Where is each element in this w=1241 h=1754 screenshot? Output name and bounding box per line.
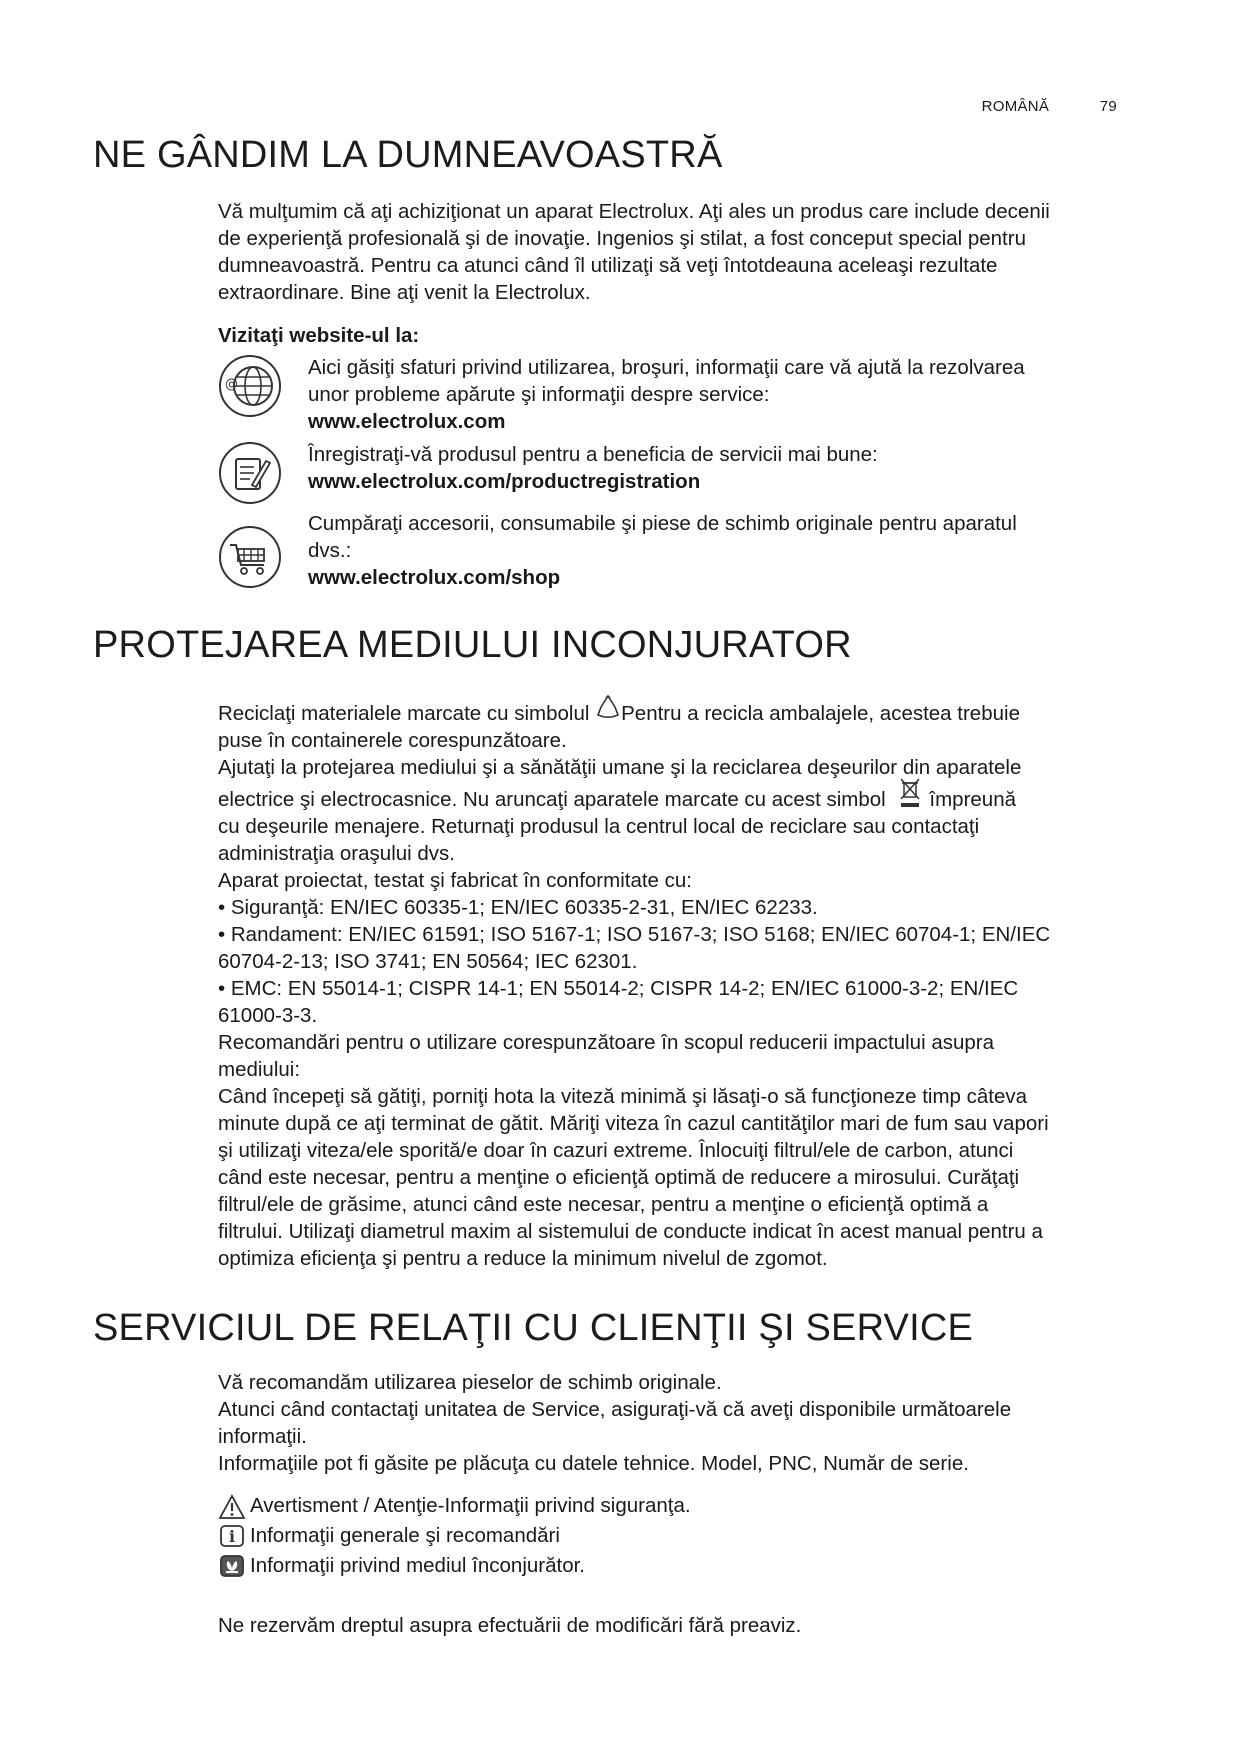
compliance-paragraph bbox=[218, 867, 1138, 1272]
warning-icon bbox=[218, 1494, 246, 1520]
legend-label: Informaţii privind mediul înconjurător. bbox=[250, 1554, 585, 1577]
weee-paragraph bbox=[218, 786, 1138, 867]
info-icon bbox=[218, 1524, 246, 1550]
service-line: informaţii. bbox=[218, 1425, 307, 1448]
recommendation-line: optimiza eficienţa şi pentru a reduce la minimum nivelul de zgomot. bbox=[218, 1247, 828, 1270]
website-row-main bbox=[218, 354, 1118, 444]
link-electrolux-main[interactable]: www.electrolux.com bbox=[308, 410, 506, 433]
recommendation-line: şi utilizaţi viteza/ele sporită/e doar în cazuri extreme. Înlocuiţi filtrul/ele de carbon, atunci bbox=[218, 1139, 1014, 1162]
link-description: Aici găsiţi sfaturi privind utilizarea, broşuri, informaţii care vă ajută la rezolvarea bbox=[308, 356, 1025, 379]
compliance-line: • Randament: EN/IEC 61591; ISO 5167-1; ISO 5167-3; ISO 5168; EN/IEC 60704-1; EN/IEC bbox=[218, 923, 1051, 946]
legend-label: Avertisment / Atenţie-Informaţii privind siguranţa. bbox=[250, 1494, 691, 1517]
website-row-text bbox=[308, 510, 1128, 591]
recycle-text: puse în containerele corespunzătoare. bbox=[218, 729, 567, 752]
compliance-line: • Siguranţă: EN/IEC 60335-1; EN/IEC 60335-2-31, EN/IEC 62233. bbox=[218, 896, 818, 919]
compliance-line: 60704-2-13; ISO 3741; EN 50564; IEC 62301. bbox=[218, 950, 638, 973]
section-title-customer-service: SERVICIUL DE RELAŢII CU CLIENŢII ŞI SERVICE bbox=[93, 1307, 974, 1349]
link-description: Cumpăraţi accesorii, consumabile şi piese de schimb originale pentru aparatul bbox=[308, 512, 1017, 535]
recommendation-line: filtrului. Utilizaţi diametrul maxim al sistemului de conducte indicat în acest manual pentru a bbox=[218, 1220, 1043, 1243]
crossed-bin-icon bbox=[897, 777, 923, 811]
legend-warning bbox=[218, 1492, 691, 1520]
visit-website-label: Vizitaţi website-ul la: bbox=[218, 324, 420, 347]
weee-text: împreună bbox=[929, 788, 1017, 811]
link-electrolux-shop[interactable]: www.electrolux.com/shop bbox=[308, 566, 561, 589]
website-row-text bbox=[308, 354, 1128, 435]
service-line: Vă recomandăm utilizarea pieselor de schimb originale. bbox=[218, 1371, 722, 1394]
link-description: unor probleme apărute şi informaţii despre service: bbox=[308, 383, 770, 406]
link-product-registration[interactable]: www.electrolux.com/productregistration bbox=[308, 470, 701, 493]
compliance-line: • EMC: EN 55014-1; CISPR 14-1; EN 55014-2; CISPR 14-2; EN/IEC 61000-3-2; EN/IEC bbox=[218, 977, 1019, 1000]
intro-line: dumneavoastră. Pentru ca atunci când îl utilizaţi să veţi întotdeauna aceleaşi rezultate bbox=[218, 254, 998, 277]
recycle-text: Pentru a recicla ambalajele, acestea trebuie bbox=[621, 702, 1020, 725]
weee-text: electrice şi electrocasnice. Nu aruncaţi aparatele marcate cu acest simbol bbox=[218, 788, 886, 811]
service-line: Informaţiile pot fi găsite pe plăcuţa cu datele tehnice. Model, PNC, Număr de serie. bbox=[218, 1452, 969, 1475]
legend-info bbox=[218, 1522, 560, 1550]
recommendation-line: mediului: bbox=[218, 1058, 301, 1081]
compliance-line: Aparat proiectat, testat şi fabricat în conformitate cu: bbox=[218, 869, 693, 892]
footer-note: Ne rezervăm dreptul asupra efectuării de modificări fără preaviz. bbox=[218, 1614, 802, 1637]
svg-text:i: i bbox=[228, 1526, 236, 1546]
website-row-registration bbox=[218, 441, 1118, 511]
weee-text: Ajutaţi la protejarea mediului şi a sănătăţii umane şi la reciclarea deşeurilor din aparatele bbox=[218, 756, 1022, 779]
weee-line bbox=[218, 786, 1138, 813]
recycle-text: Reciclaţi materialele marcate cu simbolul bbox=[218, 702, 590, 725]
recommendation-line: Recomandări pentru o utilizare corespunzătoare în scopul reducerii impactului asupra bbox=[218, 1031, 994, 1054]
link-description: dvs.: bbox=[308, 539, 352, 562]
intro-line: de experienţă profesională şi de inovaţie. Ingenios şi stilat, a fost conceput special pentru bbox=[218, 227, 1026, 250]
weee-text: cu deşeurile menajere. Returnaţi produsul la centrul local de reciclare sau contactaţi bbox=[218, 815, 980, 838]
recommendation-line: Când începeţi să gătiţi, porniţi hota la viteză minimă şi lăsaţi-o să funcţioneze timp câteva bbox=[218, 1085, 1028, 1108]
service-paragraph bbox=[218, 1369, 1138, 1477]
intro-line: extraordinare. Bine aţi venit la Electrolux. bbox=[218, 281, 591, 304]
recommendation-line: când este necesar, pentru a menţine o eficienţă optimă de reducere a mirosului. Curăţaţi bbox=[218, 1166, 1020, 1189]
intro-line: Vă mulţumim că aţi achiziţionat un aparat Electrolux. Aţi ales un produs care include decenii bbox=[218, 200, 1050, 223]
legend-environment bbox=[218, 1552, 585, 1580]
weee-text: administraţia oraşului dvs. bbox=[218, 842, 455, 865]
recommendation-line: minute după ce aţi terminat de gătit. Măriţi viteza în cazul cantităţilor mari de fum sau vapori bbox=[218, 1112, 1049, 1135]
section-title-thinking-of-you: NE GÂNDIM LA DUMNEAVOASTRĂ bbox=[93, 134, 723, 176]
language-label: ROMÂNĂ bbox=[981, 98, 1050, 115]
section-title-environment: PROTEJAREA MEDIULUI INCONJURATOR bbox=[93, 624, 852, 666]
website-row-text bbox=[308, 441, 1128, 495]
environment-icon bbox=[218, 1554, 246, 1580]
recycle-icon bbox=[595, 693, 621, 723]
recommendation-line: filtrul/ele de grăsime, atunci când este necesar, pentru a menţine o eficienţă optimă a bbox=[218, 1193, 989, 1216]
service-line: Atunci când contactaţi unitatea de Service, asiguraţi-vă că aveţi disponibile următoarele bbox=[218, 1398, 1012, 1421]
register-icon bbox=[218, 441, 282, 505]
svg-text:@: @ bbox=[225, 377, 238, 392]
page-number: 79 bbox=[1099, 98, 1117, 115]
page-header bbox=[982, 98, 1117, 115]
recycle-paragraph bbox=[218, 700, 1138, 781]
website-row-shop bbox=[218, 510, 1118, 600]
compliance-line: 61000-3-3. bbox=[218, 1004, 318, 1027]
legend-label: Informaţii generale şi recomandări bbox=[250, 1524, 560, 1547]
globe-icon bbox=[218, 354, 282, 418]
recycle-line bbox=[218, 700, 1138, 727]
link-description: Înregistraţi-vă produsul pentru a beneficia de servicii mai bune: bbox=[308, 443, 878, 466]
shopping-cart-icon bbox=[218, 525, 282, 589]
intro-paragraph bbox=[218, 198, 1138, 306]
